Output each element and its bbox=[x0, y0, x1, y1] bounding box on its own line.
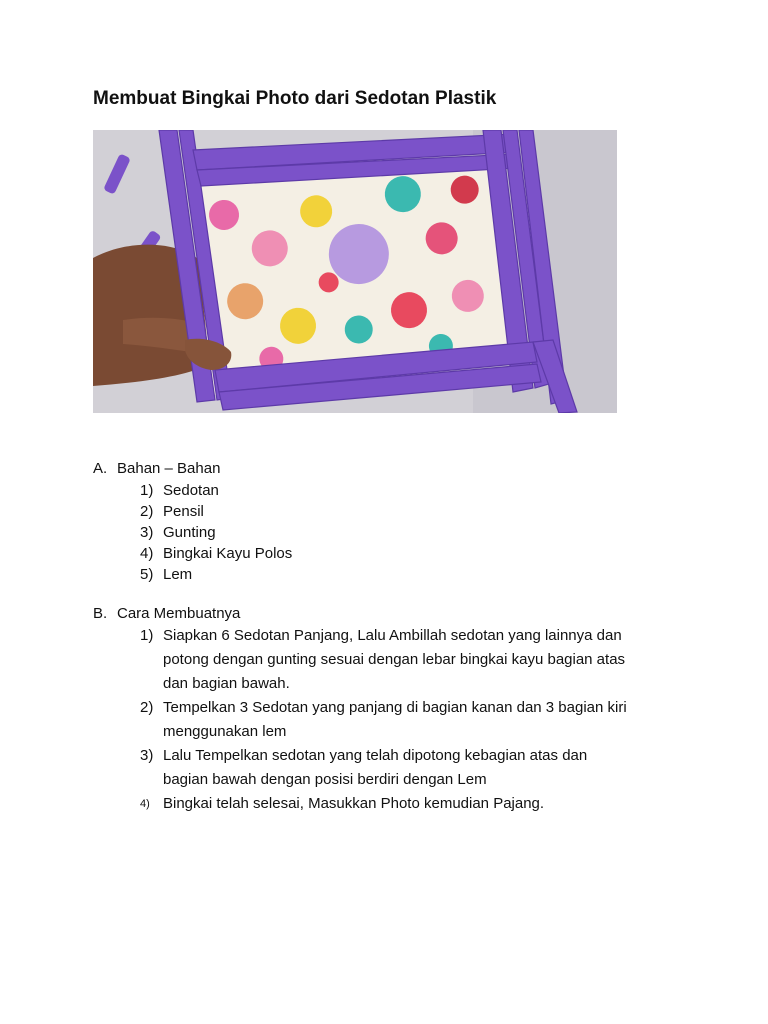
section-a-title: Bahan – Bahan bbox=[117, 460, 221, 477]
list-item: 3) Lalu Tempelkan sedotan yang telah dipotong kebagian atas dan bagian bawah dengan posisi berdiri dengan Lem bbox=[140, 747, 588, 788]
list-item: 1) Siapkan 6 Sedotan Panjang, Lalu Ambillah sedotan yang lainnya dan potong dengan gunting sesuai dengan lebar bingkai kayu bagian atas dan bagian bawah. bbox=[140, 627, 626, 692]
frame-photo bbox=[93, 130, 617, 413]
document-title: Membuat Bingkai Photo dari Sedotan Plastik bbox=[93, 88, 497, 109]
section-a-letter: A. bbox=[93, 460, 108, 477]
section-b-title: Cara Membuatnya bbox=[117, 605, 241, 622]
section-b-letter: B. bbox=[93, 605, 108, 622]
steps-list bbox=[140, 624, 627, 816]
section-a-heading bbox=[93, 460, 220, 477]
list-item: 5) Lem bbox=[140, 566, 193, 583]
list-item: 4) Bingkai telah selesai, Masukkan Photo kemudian Pajang. bbox=[140, 795, 545, 812]
section-b-heading bbox=[93, 605, 240, 622]
list-item: 1) Sedotan bbox=[140, 482, 219, 499]
list-item: 2) Tempelkan 3 Sedotan yang panjang di bagian kanan dan 3 bagian kiri menggunakan lem bbox=[140, 699, 627, 740]
list-item: 4) Bingkai Kayu Polos bbox=[140, 545, 293, 562]
list-item: 2) Pensil bbox=[140, 503, 204, 520]
materials-list bbox=[140, 480, 292, 585]
list-item: 3) Gunting bbox=[140, 524, 216, 541]
